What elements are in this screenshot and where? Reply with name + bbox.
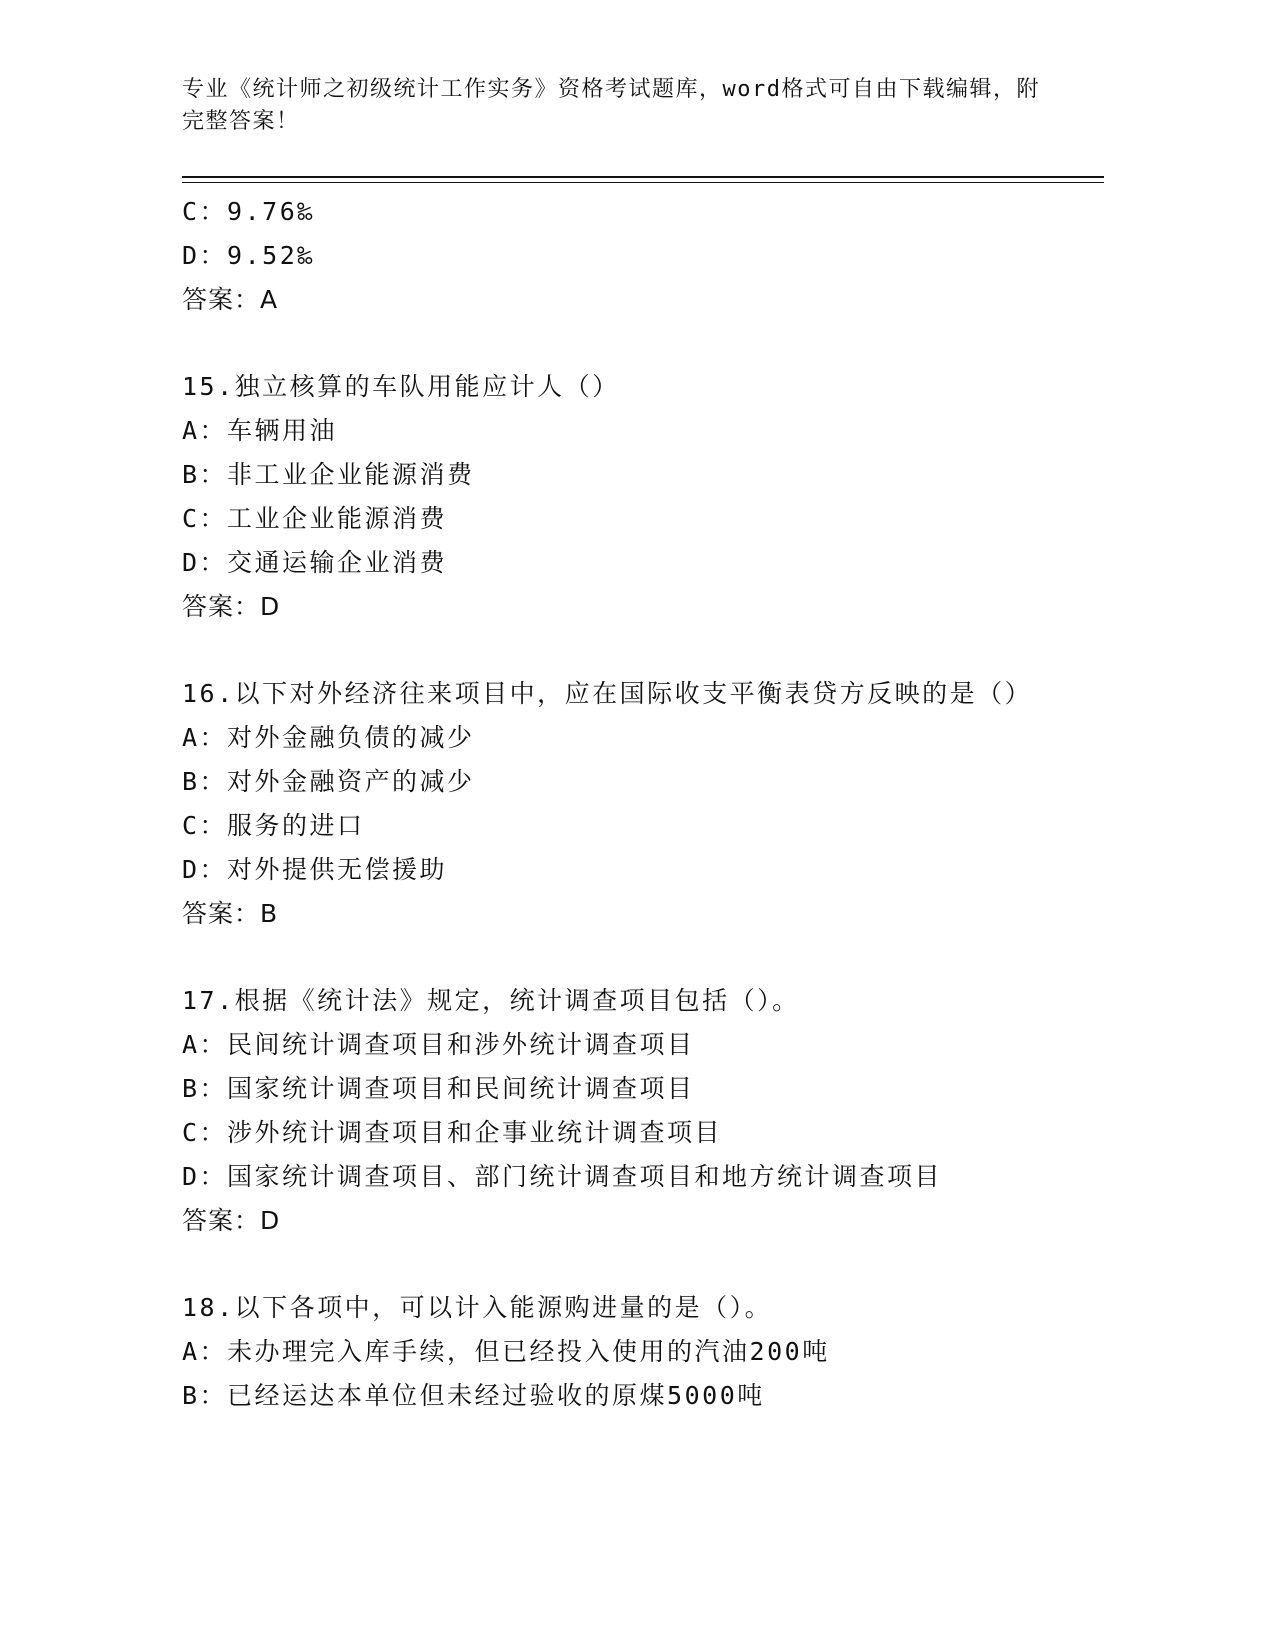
spacer: [182, 936, 1104, 979]
option-d: D：对外提供无偿援助: [182, 855, 448, 884]
answer-line: 答案：B: [182, 899, 279, 928]
option-a: A：民间统计调查项目和涉外统计调查项目: [182, 1030, 695, 1059]
spacer: [182, 322, 1104, 365]
option-b: B：非工业企业能源消费: [182, 460, 475, 489]
spacer: [182, 1243, 1104, 1286]
option-b: B：对外金融资产的减少: [182, 767, 475, 796]
question-block-17: [182, 979, 1104, 1243]
question-list: [182, 190, 1104, 1418]
question-block-prev: [182, 190, 1104, 322]
option-d: D：交通运输企业消费: [182, 548, 448, 577]
option-c: C：9.76‰: [182, 197, 315, 226]
spacer: [182, 629, 1104, 672]
question-block-18: [182, 1286, 1104, 1418]
question-stem: 15.独立核算的车队用能应计人（）: [182, 372, 620, 401]
header-divider-thick: [182, 176, 1104, 178]
question-block-15: [182, 365, 1104, 629]
question-block-16: [182, 672, 1104, 936]
answer-line: 答案：A: [182, 285, 279, 314]
option-c: C：涉外统计调查项目和企事业统计调查项目: [182, 1118, 723, 1147]
option-a: A：对外金融负债的减少: [182, 723, 475, 752]
option-b: B：国家统计调查项目和民间统计调查项目: [182, 1074, 695, 1103]
header-divider-thin: [182, 182, 1104, 183]
option-b: B：已经运达本单位但未经过验收的原煤5000吨: [182, 1381, 765, 1410]
header-note: 专业《统计师之初级统计工作实务》资格考试题库，word格式可自由下载编辑，附完整答案！: [182, 77, 1040, 134]
option-a: A：未办理完入库手续，但已经投入使用的汽油200吨: [182, 1337, 830, 1366]
option-c: C：工业企业能源消费: [182, 504, 448, 533]
option-d: D：国家统计调查项目、部门统计调查项目和地方统计调查项目: [182, 1162, 943, 1191]
option-a: A：车辆用油: [182, 416, 338, 445]
answer-line: 答案：D: [182, 592, 281, 621]
option-c: C：服务的进口: [182, 811, 365, 840]
answer-line: 答案：D: [182, 1206, 281, 1235]
question-stem: 18.以下各项中，可以计入能源购进量的是（）。: [182, 1293, 773, 1322]
question-stem: 16.以下对外经济往来项目中，应在国际收支平衡表贷方反映的是（）: [182, 679, 1033, 708]
question-stem: 17.根据《统计法》规定，统计调查项目包括（）。: [182, 986, 800, 1015]
option-d: D：9.52‰: [182, 241, 315, 270]
